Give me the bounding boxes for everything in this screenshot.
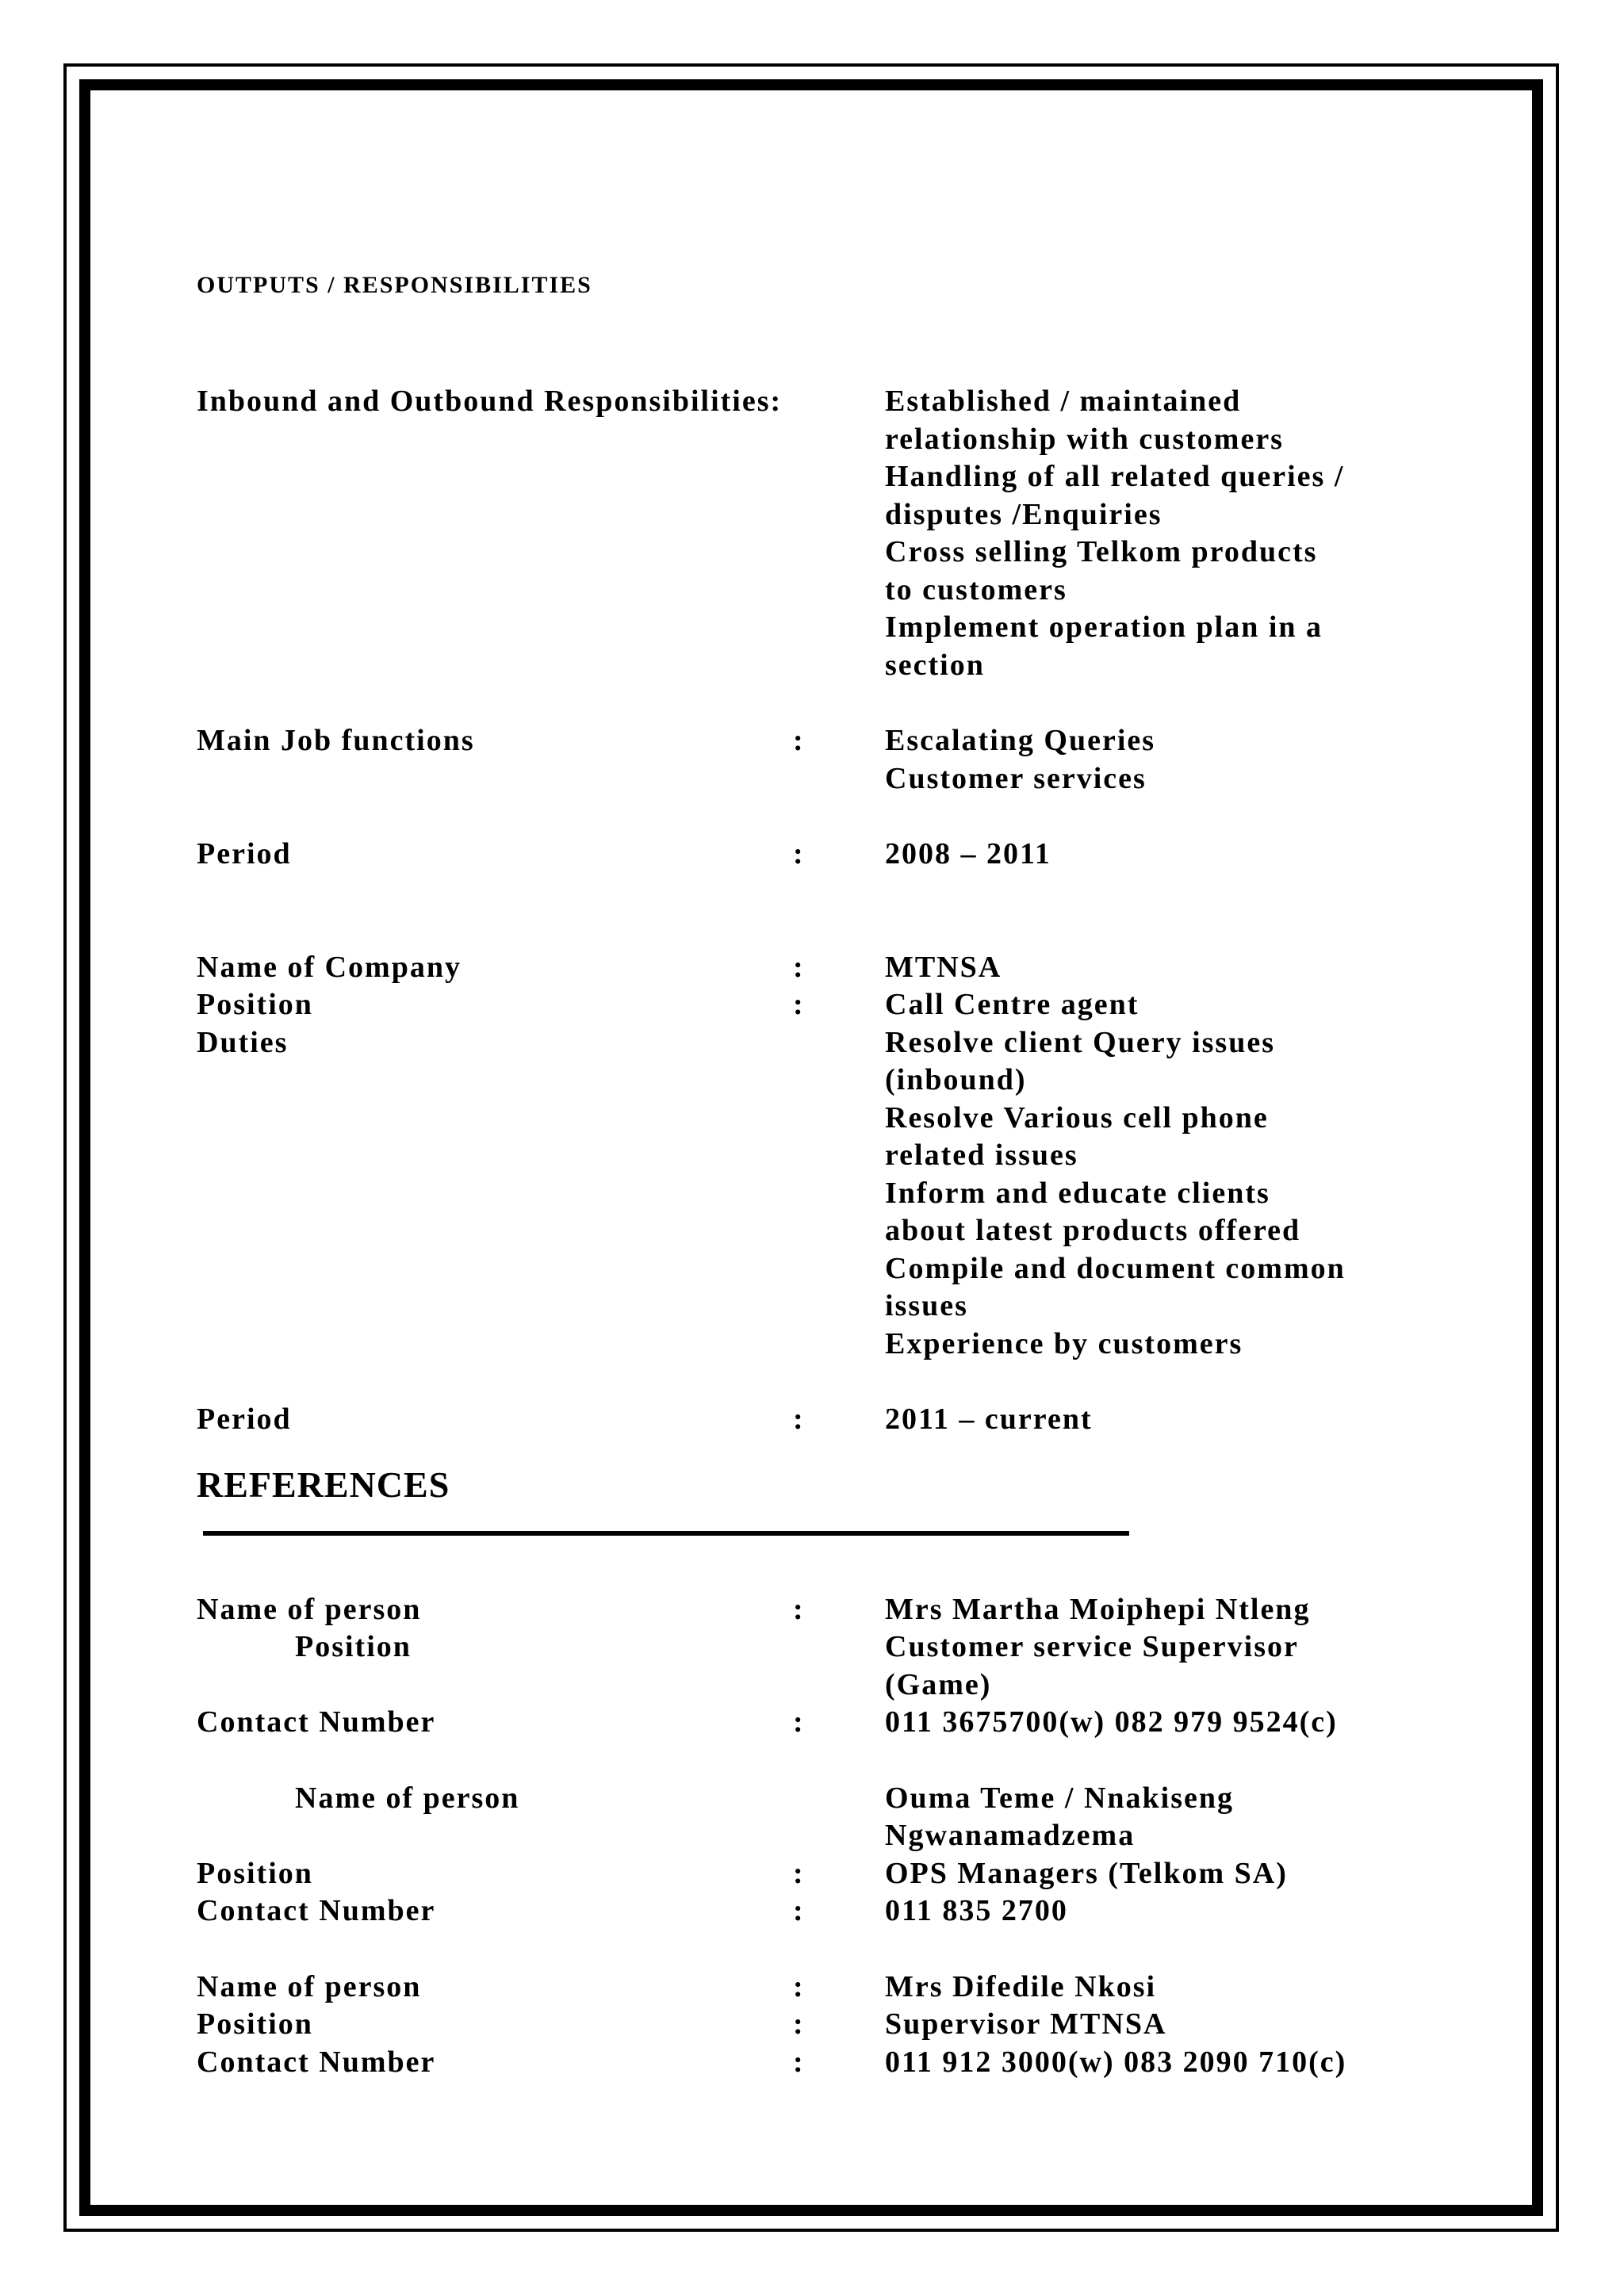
responsibility-line: Established / maintained bbox=[885, 385, 1242, 418]
references-heading: REFERENCES bbox=[197, 1464, 450, 1505]
main-job-label: Main Job functions bbox=[197, 724, 475, 757]
responsibility-line: Implement operation plan in a bbox=[885, 610, 1323, 644]
reference-position-line: (Game) bbox=[885, 1667, 992, 1701]
colon: : bbox=[793, 950, 805, 984]
responsibility-line: relationship with customers bbox=[885, 422, 1284, 456]
reference-name-label: Name of person bbox=[197, 1969, 422, 2003]
reference-position bbox=[885, 1628, 1424, 1704]
reference-position: Supervisor MTNSA bbox=[885, 2007, 1167, 2041]
colon: : bbox=[793, 2007, 805, 2041]
period-label: Period bbox=[197, 1402, 292, 1436]
responsibilities-row bbox=[197, 383, 1434, 684]
position-label: Position bbox=[197, 988, 313, 1021]
period-row bbox=[197, 1401, 1434, 1439]
responsibility-line: to customers bbox=[885, 572, 1067, 607]
responsibility-line: disputes /Enquiries bbox=[885, 497, 1162, 531]
reference-contact-label: Contact Number bbox=[197, 2045, 436, 2079]
duty-line: Resolve client Query issues bbox=[885, 1025, 1276, 1059]
colon: : bbox=[793, 2045, 805, 2079]
colon: : bbox=[793, 724, 805, 757]
main-job-row bbox=[197, 722, 1434, 798]
duties-label: Duties bbox=[197, 1025, 289, 1059]
reference-contact-row bbox=[197, 1704, 1434, 1742]
period-value: 2008 – 2011 bbox=[885, 837, 1051, 871]
period-row bbox=[197, 836, 1434, 874]
reference-name: Mrs Difedile Nkosi bbox=[885, 1969, 1157, 2003]
company-label: Name of Company bbox=[197, 950, 462, 984]
reference-position-label: Position bbox=[197, 1856, 313, 1890]
duty-line: Resolve Various cell phone bbox=[885, 1100, 1269, 1135]
company-row bbox=[197, 949, 1434, 987]
colon: : bbox=[793, 1402, 805, 1436]
reference-name-row bbox=[197, 1591, 1434, 1629]
responsibility-line: section bbox=[885, 648, 985, 682]
colon: : bbox=[793, 1969, 805, 2003]
main-job-line: Customer services bbox=[885, 761, 1147, 795]
reference-position-label: Position bbox=[295, 1630, 412, 1663]
colon: : bbox=[793, 1894, 805, 1927]
position-row bbox=[197, 986, 1434, 1024]
reference-contact: 011 835 2700 bbox=[885, 1894, 1068, 1927]
reference-name-label: Name of person bbox=[295, 1781, 520, 1815]
duty-line: Experience by customers bbox=[885, 1326, 1243, 1360]
reference-position-row bbox=[197, 1855, 1434, 1893]
reference-name-line: Ngwanamadzema bbox=[885, 1819, 1136, 1852]
section-title: OUTPUTS / RESPONSIBILITIES bbox=[197, 272, 592, 298]
colon: : bbox=[793, 1856, 805, 1890]
position-value: Call Centre agent bbox=[885, 988, 1139, 1021]
colon: : bbox=[793, 1705, 805, 1739]
responsibility-line: Cross selling Telkom products bbox=[885, 535, 1318, 568]
reference-position-row bbox=[197, 2006, 1434, 2044]
period-label: Period bbox=[197, 837, 292, 871]
reference-contact-row bbox=[197, 1892, 1434, 1931]
reference-position-label: Position bbox=[197, 2007, 313, 2041]
duty-line: (inbound) bbox=[885, 1063, 1027, 1096]
colon: : bbox=[793, 988, 805, 1021]
duty-line: issues bbox=[885, 1289, 968, 1322]
duty-line: about latest products offered bbox=[885, 1214, 1301, 1247]
reference-position-row bbox=[197, 1628, 1434, 1704]
colon: : bbox=[793, 1592, 805, 1626]
duty-line: Inform and educate clients bbox=[885, 1176, 1270, 1210]
reference-name-label: Name of person bbox=[197, 1592, 422, 1626]
reference-contact-label: Contact Number bbox=[197, 1705, 436, 1739]
reference-name-row bbox=[197, 1780, 1434, 1855]
reference-position: OPS Managers (Telkom SA) bbox=[885, 1856, 1288, 1890]
colon: : bbox=[793, 837, 805, 871]
reference-name-row bbox=[197, 1969, 1434, 2007]
responsibilities-list bbox=[885, 383, 1424, 684]
responsibility-line: Handling of all related queries / bbox=[885, 460, 1345, 493]
reference-contact-row bbox=[197, 2044, 1434, 2082]
reference-contact: 011 912 3000(w) 083 2090 710(c) bbox=[885, 2045, 1347, 2079]
cv-page-content bbox=[197, 270, 1434, 2081]
duties-list bbox=[885, 1024, 1424, 1364]
reference-contact-label: Contact Number bbox=[197, 1894, 436, 1927]
main-job-list bbox=[885, 722, 1424, 798]
duty-line: related issues bbox=[885, 1138, 1078, 1172]
reference-name bbox=[885, 1780, 1424, 1855]
main-job-line: Escalating Queries bbox=[885, 724, 1156, 757]
reference-name-line: Ouma Teme / Nnakiseng bbox=[885, 1781, 1235, 1815]
reference-name: Mrs Martha Moiphepi Ntleng bbox=[885, 1592, 1311, 1626]
duties-row bbox=[197, 1024, 1434, 1364]
reference-contact: 011 3675700(w) 082 979 9524(c) bbox=[885, 1705, 1338, 1739]
period-value: 2011 – current bbox=[885, 1402, 1093, 1436]
reference-position-line: Customer service Supervisor bbox=[885, 1630, 1299, 1663]
company-value: MTNSA bbox=[885, 950, 1002, 984]
responsibilities-label: Inbound and Outbound Responsibilities: bbox=[197, 385, 783, 418]
duty-line: Compile and document common bbox=[885, 1251, 1346, 1285]
